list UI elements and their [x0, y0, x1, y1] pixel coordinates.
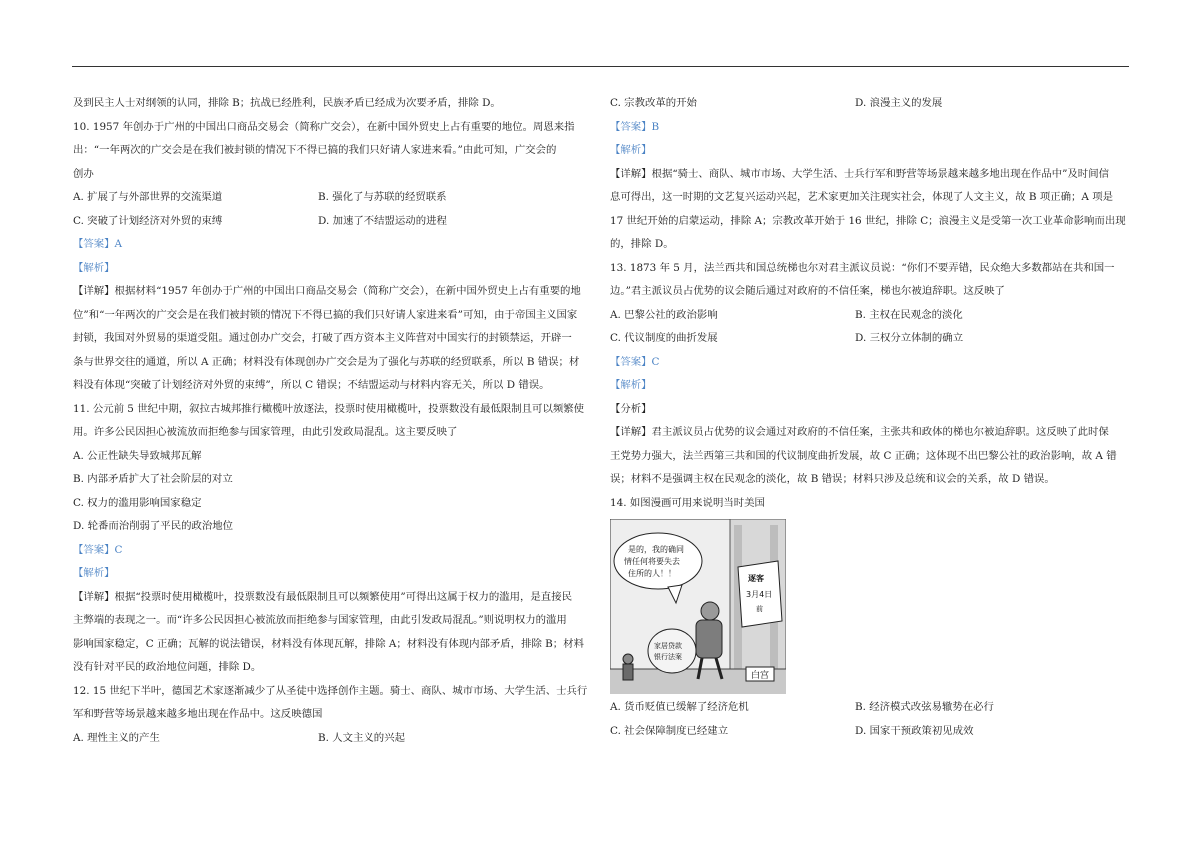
- q10-stem-line2: 出：“一年两次的广交会是在我们被封锁的情况下不得已搞的我们只好请人家进来看。”由此可知，广交会的: [73, 144, 557, 156]
- left-column: [73, 92, 591, 750]
- q11-detail-2: 主弊端的表现之一。而“许多公民因担心被流放而拒绝参与国家管理，由此引发政局混乱。”则说明权力的滥用: [73, 614, 567, 626]
- q14-option-a: A. 货币贬值已缓解了经济危机: [610, 701, 749, 713]
- q10-detail-3: 封锁，我国对外贸易的渠道受阻。通过创办广交会，打破了西方资本主义阵营对中国实行的封锁禁运，开辟一: [73, 332, 572, 344]
- q12-detail-4: 的，排除 D。: [610, 238, 674, 250]
- q10-detail-4: 条与世界交往的通道，所以 A 正确；材料没有体现创办广交会是为了强化与苏联的经贸联系，所以 B 错误；材: [73, 355, 580, 368]
- q13-analysis-label: 【解析】: [610, 379, 652, 391]
- bubble-line-2: 情任何将要失去: [624, 557, 680, 566]
- q12-option-b: B. 人文主义的兴起: [318, 731, 405, 744]
- q10-stem-line3: 创办: [73, 167, 94, 180]
- q11-answer: 【答案】C: [73, 543, 123, 556]
- q11-option-d: D. 轮番而治削弱了平民的政治地位: [73, 520, 234, 532]
- q10-answer: 【答案】A: [73, 238, 123, 250]
- q12-answer: 【答案】B: [610, 120, 660, 133]
- q11-detail-1: 【详解】根据“投票时使用橄榄叶，投票数没有最低限制且可以频繁使用”可得出这属于权力的滥用，是直接民: [73, 590, 572, 603]
- q12-detail-2: 息可得出，这一时期的文艺复兴运动兴起，艺术家更加关注现实社会，体现了人文主义，故 B 项正确；A 项是: [610, 191, 1114, 203]
- q10-options-row1: [73, 186, 591, 210]
- q11-option-b: B. 内部矛盾扩大了社会阶层的对立: [73, 473, 233, 485]
- q10-options-row2: [73, 210, 591, 234]
- q10-analysis-label: 【解析】: [73, 261, 115, 274]
- q13-fenxi-label: 【分析】: [610, 402, 652, 415]
- q10-option-d: D. 加速了不结盟运动的进程: [318, 214, 447, 227]
- q11-stem-line1: 11. 公元前 5 世纪中期，叙拉古城邦推行橄榄叶放逐法，投票时使用橄榄叶，投票数没有最低限制且可以频繁使: [73, 402, 585, 415]
- q10-stem-line1: 10. 1957 年创办于广州的中国出口商品交易会（简称广交会），在新中国外贸史上占有重要的地位。周恩来指: [73, 120, 575, 133]
- q13-answer: 【答案】C: [610, 355, 660, 368]
- q13-option-b: B. 主权在民观念的淡化: [855, 308, 963, 321]
- q13-stem-line2: 边。”君主派议员占优势的议会随后通过对政府的不信任案，梯也尔被迫辞职。这反映了: [610, 285, 1005, 297]
- q14-stem: 14. 如图漫画可用来说明当时美国: [610, 496, 765, 509]
- q10-detail-5: 料没有体现“突破了计划经济对外贸的束缚”，所以 C 错误；不结盟运动与材料内容无关，所以 D 错误。: [73, 379, 550, 391]
- q12-option-a: A. 理性主义的产生: [73, 731, 160, 744]
- q14-options-row2: [610, 720, 1128, 744]
- q12-detail-1: 【详解】根据“骑士、商队、城市市场、大学生活、士兵行军和野营等场景越来越多地出现在作品中”及时间信: [610, 167, 1109, 180]
- q13-option-a: A. 巴黎公社的政治影响: [610, 308, 718, 321]
- q12-option-c: C. 宗教改革的开始: [610, 97, 697, 109]
- q12-option-d: D. 浪漫主义的发展: [855, 97, 943, 109]
- q12-stem-line2: 军和野营等场景越来越多地出现在作品中。这反映德国: [73, 708, 323, 720]
- q10-option-b: B. 强化了与苏联的经贸联系: [318, 191, 447, 203]
- q11-analysis-label: 【解析】: [73, 567, 115, 579]
- cartoon-image: [610, 519, 786, 694]
- header-rule: [72, 66, 1129, 67]
- q11-detail-3: 影响国家稳定，C 正确；瓦解的说法错误，材料没有体现瓦解，排除 A；材料没有体现内部矛盾，排除 B；材料: [73, 637, 584, 650]
- q13-options-row1: [610, 304, 1128, 328]
- right-column: [610, 92, 1128, 743]
- q11-stem-line2: 用。许多公民因担心被流放而拒绝参与国家管理，由此引发政局混乱。这主要反映了: [73, 426, 458, 438]
- q12-detail-3: 17 世纪开始的启蒙运动，排除 A；宗教改革开始于 16 世纪，排除 C；浪漫主义是受第一次工业革命影响而出现: [610, 214, 1126, 227]
- q10-option-c: C. 突破了计划经济对外贸的束缚: [73, 214, 223, 227]
- q12-options-row2: [610, 92, 1128, 116]
- bag-line-1: 家居贷款: [654, 642, 682, 650]
- continuation-text: 及到民主人士对纲领的认同，排除 B；抗战已经胜利，民族矛盾已经成为次要矛盾，排除 D。: [73, 97, 501, 109]
- white-house-label: 白宫: [751, 671, 770, 681]
- q11-detail-4: 没有针对平民的政治地位问题，排除 D。: [73, 661, 262, 673]
- sign-line-2: 3月4日: [746, 590, 773, 599]
- q14-option-b: B. 经济模式改弦易辙势在必行: [855, 701, 994, 713]
- q12-stem-line1: 12. 15 世纪下半叶，德国艺术家逐渐减少了从圣徒中选择创作主题。骑士、商队、城市市场、大学生活、士兵行: [73, 684, 588, 697]
- q10-detail-2: 位”和“一年两次的广交会是在我们被封锁的情况下不得已搞的我们只好请人家进来看”可知，由于帝国主义国家: [73, 308, 578, 321]
- q10-detail-1: 【详解】根据材料“1957 年创办于广州的中国出口商品交易会（简称广交会），在新中国外贸史上占有重要的地: [73, 285, 581, 297]
- sign-line-1: 逐客: [748, 574, 764, 583]
- bubble-line-3: 住所的人！！: [628, 569, 676, 578]
- q13-detail-3: 误；材料不是强调主权在民观念的淡化，故 B 错误；材料只涉及总统和议会的关系，故 D 错误。: [610, 473, 1055, 485]
- q13-option-d: D. 三权分立体制的确立: [855, 332, 964, 344]
- q13-detail-2: 王党势力强大，法兰西第三共和国的代议制度曲折发展，故 C 正确；这体现不出巴黎公社的政治影响，故 A 错: [610, 449, 1117, 462]
- q13-option-c: C. 代议制度的曲折发展: [610, 332, 718, 344]
- bag-line-2: 银行法案: [654, 653, 682, 661]
- sign-line-3: 前: [756, 605, 763, 613]
- q14-options-row1: [610, 696, 1128, 720]
- q12-analysis-label: 【解析】: [610, 144, 652, 156]
- q14-option-c: C. 社会保障制度已经建立: [610, 724, 729, 737]
- q11-option-a: A. 公正性缺失导致城邦瓦解: [73, 449, 202, 462]
- q12-options-row1: [73, 727, 591, 751]
- q13-detail-1: 【详解】君主派议员占优势的议会通过对政府的不信任案，主张共和政体的梯也尔被迫辞职。这反映了此时保: [610, 426, 1109, 438]
- bubble-line-1: 是的，我的确同: [628, 545, 684, 554]
- q14-option-d: D. 国家干预政策初见成效: [855, 724, 974, 737]
- q11-option-c: C. 权力的滥用影响国家稳定: [73, 496, 202, 509]
- q13-options-row2: [610, 327, 1128, 351]
- q13-stem-line1: 13. 1873 年 5 月，法兰西共和国总统梯也尔对君主派议员说：“你们不要弄错，民众绝大多数都站在共和国一: [610, 261, 1115, 274]
- q10-option-a: A. 扩展了与外部世界的交流渠道: [73, 191, 223, 203]
